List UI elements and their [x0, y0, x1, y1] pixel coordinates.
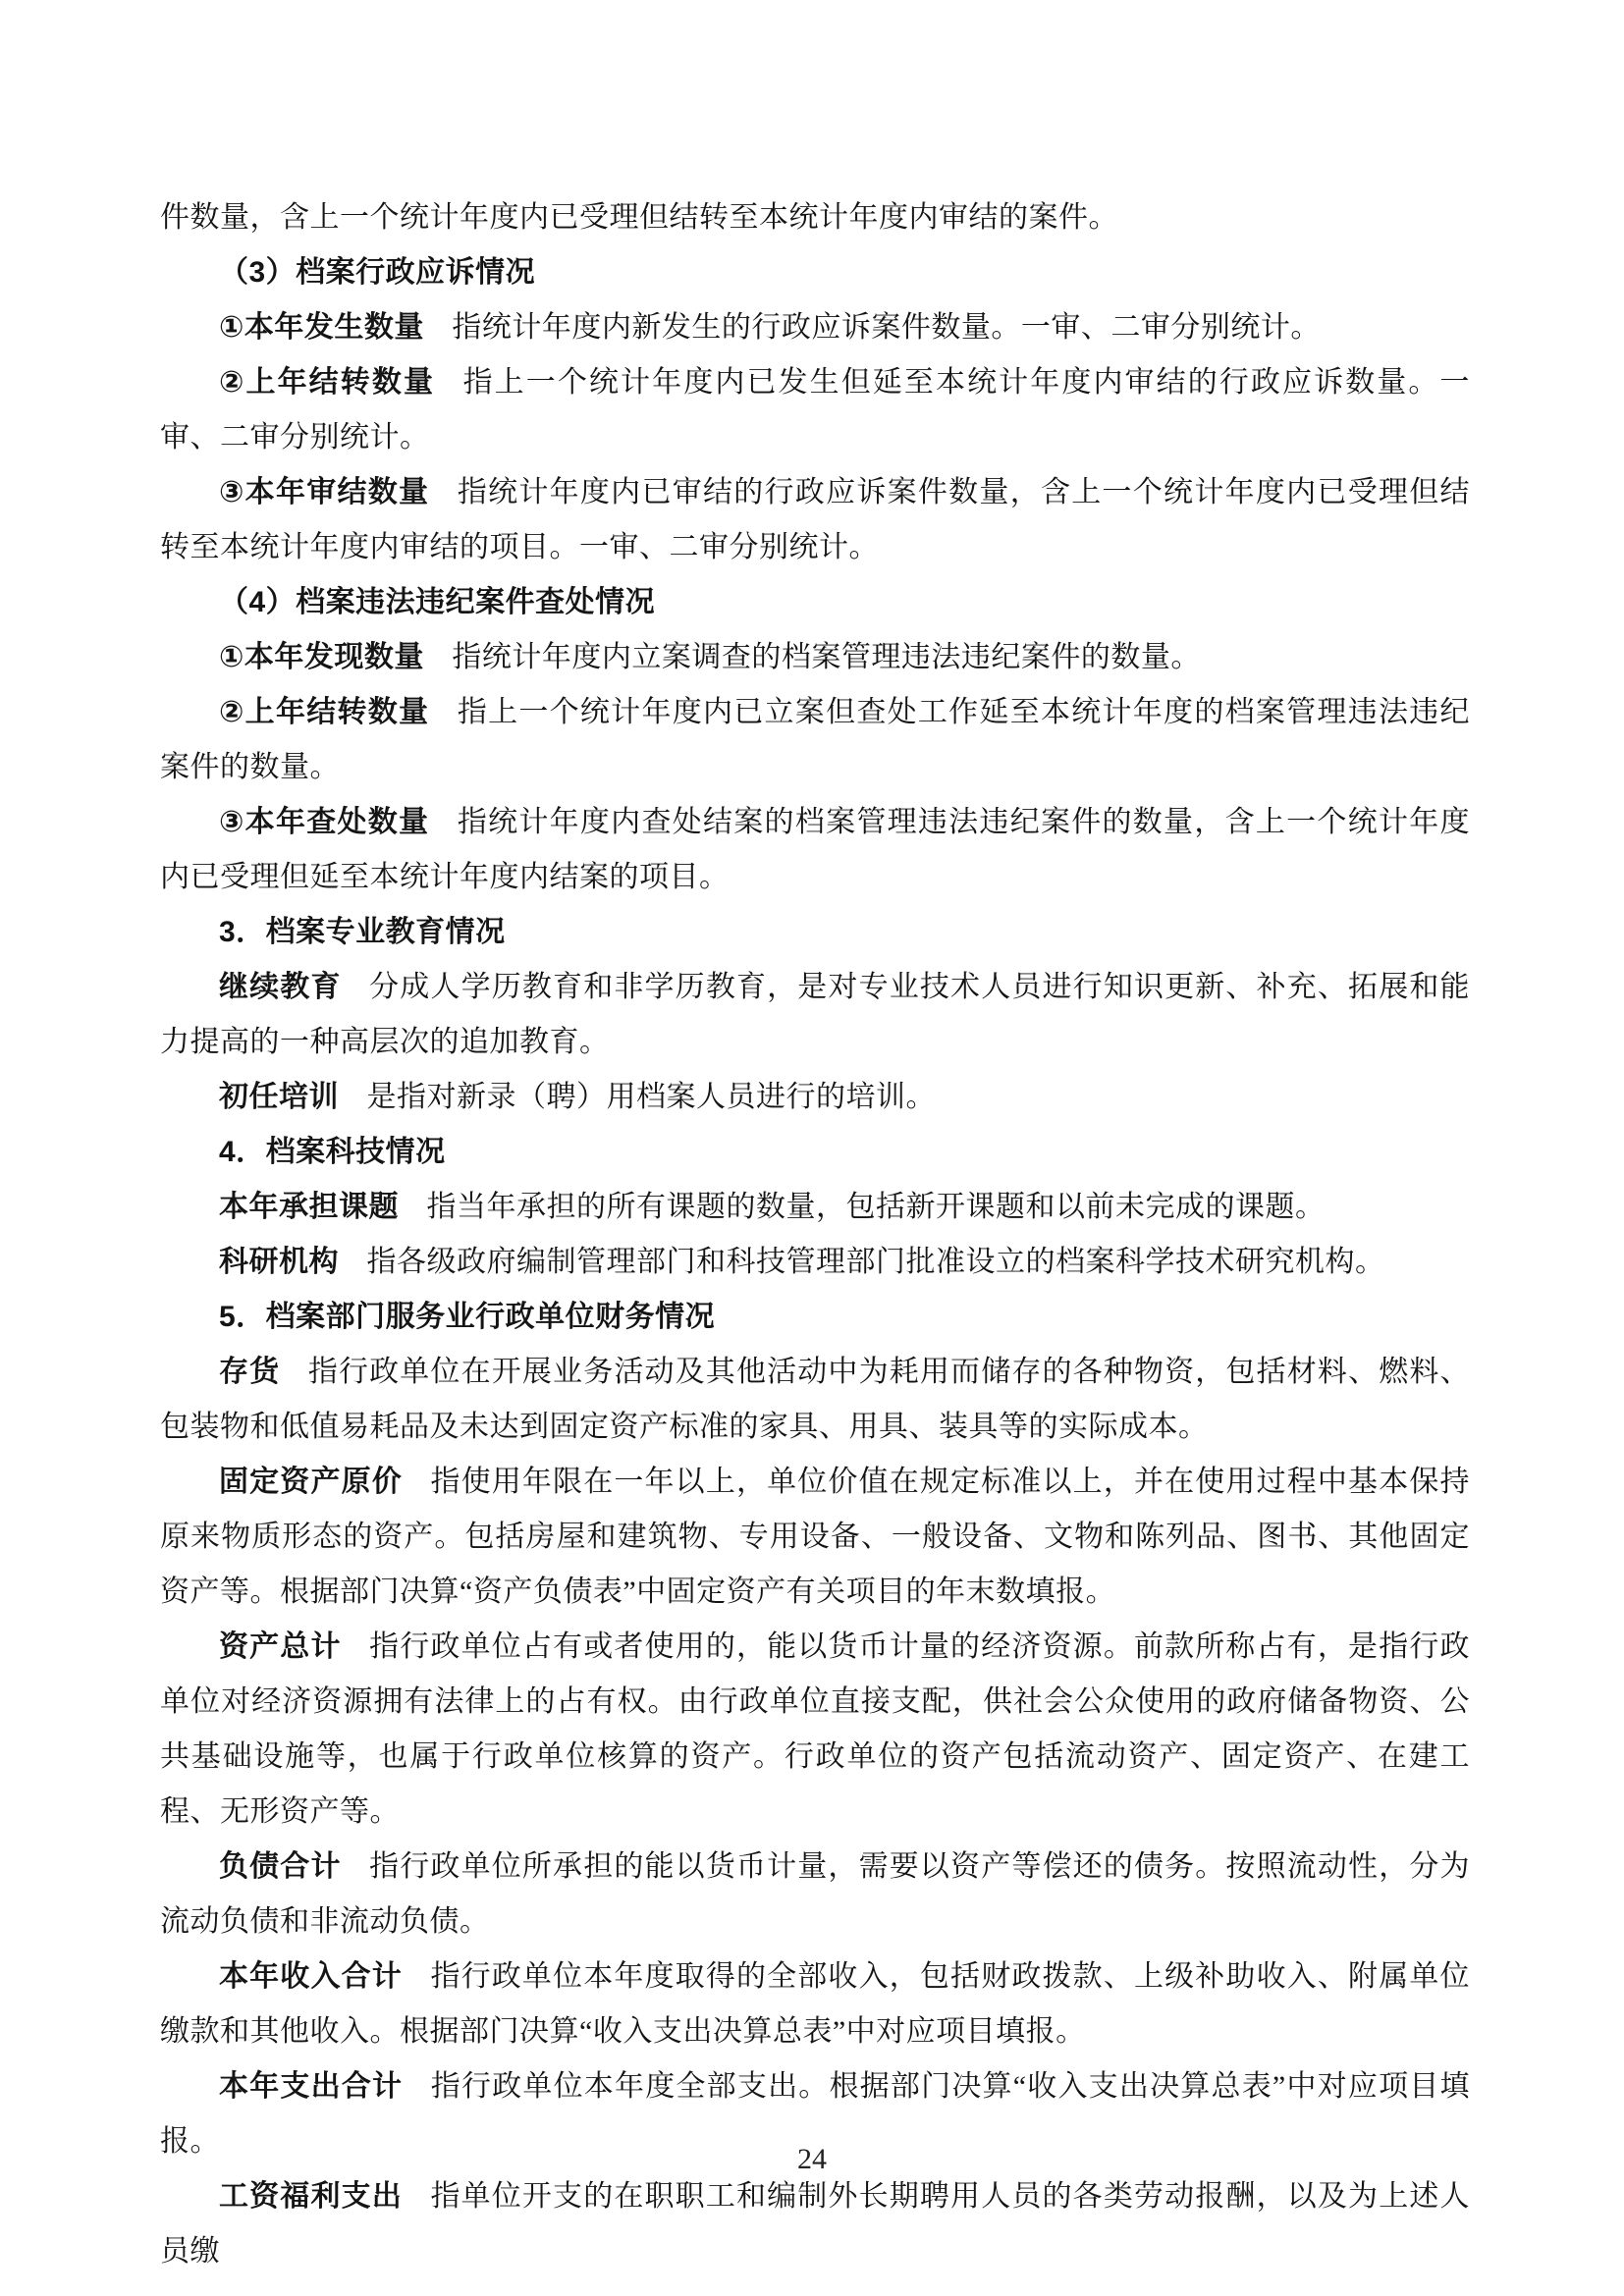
definition-paragraph	[160, 1840, 1470, 1949]
definition-term: ③本年查处数量	[219, 806, 430, 838]
definition-term: ②上年结转数量	[219, 696, 430, 728]
definition-term: 本年收入合计	[219, 1960, 403, 1993]
definition-term: 工资福利支出	[219, 2180, 403, 2213]
definition-text: 指行政单位所承担的能以货币计量，需要以资产等偿还的债务。按照流动性，分为流动负债和非流动负债。	[160, 1850, 1471, 1938]
definition-paragraph	[160, 2169, 1470, 2279]
definition-term: ②上年结转数量	[219, 366, 436, 399]
section-heading: 3．档案专业教育情况	[219, 916, 506, 948]
definition-paragraph	[160, 300, 1470, 355]
definition-paragraph	[160, 465, 1470, 575]
definition-text: 指上一个统计年度内已发生但延至本统计年度内审结的行政应诉数量。一审、二审分别统计。	[160, 366, 1470, 454]
definition-term: 负债合计	[219, 1850, 342, 1883]
definition-text: 指统计年度内立案调查的档案管理违法违纪案件的数量。	[452, 641, 1201, 673]
definition-term: 初任培训	[219, 1081, 339, 1113]
definition-term: 本年承担课题	[219, 1191, 399, 1223]
section-heading: 5．档案部门服务业行政单位财务情况	[219, 1301, 716, 1333]
definition-text: 指行政单位本年度全部支出。根据部门决算“收入支出决算总表”中对应项目填报。	[160, 2070, 1471, 2158]
paragraph-continuation: 件数量，含上一个统计年度内已受理但结转至本统计年度内审结的案件。	[160, 201, 1118, 234]
section-heading: （4）档案违法违纪案件查处情况	[219, 586, 656, 618]
definition-paragraph	[160, 1345, 1470, 1455]
definition-paragraph	[160, 630, 1470, 685]
definition-text: 分成人学历教育和非学历教育，是对专业技术人员进行知识更新、补充、拓展和能力提高的一种高层次的追加教育。	[160, 971, 1471, 1058]
document-body	[160, 190, 1470, 2279]
definition-text: 指统计年度内查处结案的档案管理违法违纪案件的数量，含上一个统计年度内已受理但延至本统计年度内结案的项目。	[160, 806, 1471, 893]
definition-text: 指当年承担的所有课题的数量，包括新开课题和以前未完成的课题。	[426, 1191, 1326, 1223]
definition-text: 指行政单位本年度取得的全部收入，包括财政拨款、上级补助收入、附属单位缴款和其他收入。根据部门决算“收入支出决算总表”中对应项目填报。	[160, 1960, 1471, 2048]
definition-paragraph	[160, 685, 1470, 795]
definition-text: 指统计年度内新发生的行政应诉案件数量。一审、二审分别统计。	[452, 311, 1321, 344]
definition-text: 是指对新录（聘）用档案人员进行的培训。	[366, 1081, 936, 1113]
definition-paragraph	[160, 1070, 1470, 1125]
section-heading: 4．档案科技情况	[219, 1136, 446, 1168]
definition-paragraph	[160, 795, 1470, 905]
definition-term: 存货	[219, 1356, 281, 1388]
definition-term: ①本年发现数量	[219, 641, 424, 673]
definition-term: ③本年审结数量	[219, 476, 430, 508]
definition-term: 继续教育	[219, 971, 342, 1003]
page-number: 24	[797, 2143, 827, 2175]
definition-text: 指单位开支的在职职工和编制外长期聘用人员的各类劳动报酬，以及为上述人员缴	[160, 2180, 1471, 2268]
definition-paragraph	[160, 960, 1470, 1070]
definition-paragraph	[160, 355, 1470, 465]
definition-paragraph	[160, 1235, 1470, 1290]
definition-paragraph	[160, 1455, 1470, 1620]
definition-text: 指各级政府编制管理部门和科技管理部门批准设立的档案科学技术研究机构。	[366, 1246, 1385, 1278]
definition-term: 科研机构	[219, 1246, 339, 1278]
definition-text: 指行政单位在开展业务活动及其他活动中为耗用而储存的各种物资，包括材料、燃料、包装物和低值易耗品及未达到固定资产标准的家具、用具、装具等的实际成本。	[160, 1356, 1471, 1443]
definition-text: 指上一个统计年度内已立案但查处工作延至本统计年度的档案管理违法违纪案件的数量。	[160, 696, 1471, 783]
definition-text: 指行政单位占有或者使用的，能以货币计量的经济资源。前款所称占有，是指行政单位对经济资源拥有法律上的占有权。由行政单位直接支配，供社会公众使用的政府储备物资、公共基础设施等，也属于行政单位核算的资产。行政单位的资产包括流动资产、固定资产、在建工程、无形资产等。	[160, 1630, 1471, 1828]
definition-paragraph	[160, 1949, 1470, 2059]
definition-paragraph	[160, 1620, 1470, 1840]
definition-term: ①本年发生数量	[219, 311, 424, 344]
section-heading: （3）档案行政应诉情况	[219, 256, 536, 289]
definition-term: 本年支出合计	[219, 2070, 404, 2103]
definition-paragraph	[160, 1180, 1470, 1235]
definition-text: 指统计年度内已审结的行政应诉案件数量，含上一个统计年度内已受理但结转至本统计年度内审结的项目。一审、二审分别统计。	[160, 476, 1471, 563]
definition-term: 固定资产原价	[219, 1466, 403, 1498]
definition-term: 资产总计	[219, 1630, 342, 1663]
page-footer	[0, 2142, 1624, 2177]
definition-text: 指使用年限在一年以上，单位价值在规定标准以上，并在使用过程中基本保持原来物质形态的资产。包括房屋和建筑物、专用设备、一般设备、文物和陈列品、图书、其他固定资产等。根据部门决算“资产负债表”中固定资产有关项目的年末数填报。	[160, 1466, 1471, 1608]
